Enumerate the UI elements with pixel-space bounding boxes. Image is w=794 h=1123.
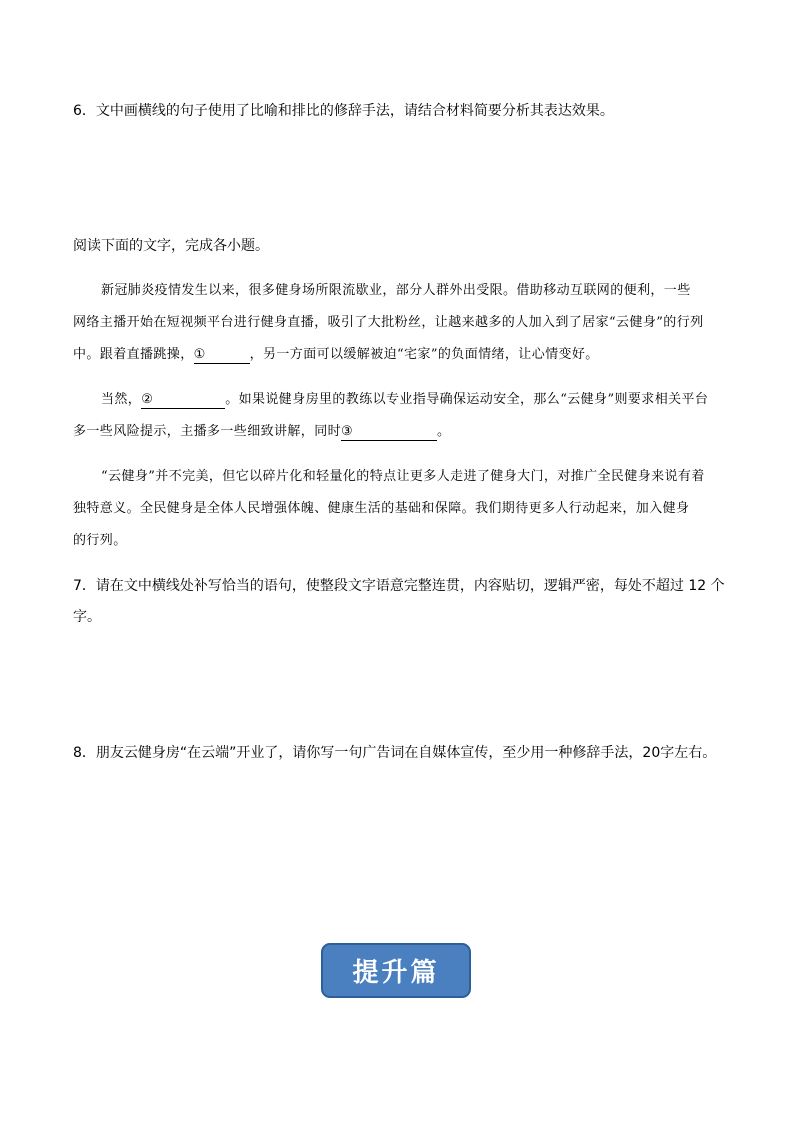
- passage-p3-line2: 独特意义。全民健身是全体人民增强体魄、健康生活的基础和保障。我们期待更多人行动起来，加入健身: [73, 501, 690, 516]
- question-7-line2: 字。: [73, 609, 101, 625]
- passage-p1-line1: 新冠肺炎疫情发生以来，很多健身场所限流歇业，部分人群外出受限。借助移动互联网的便利，一些: [101, 283, 691, 298]
- question-6: 6．文中画横线的句子使用了比喻和排比的修辞手法，请结合材料简要分析其表达效果。: [73, 103, 614, 119]
- passage-p2-line1: [101, 390, 708, 410]
- passage-p1-line2: 网络主播开始在短视频平台进行健身直播，吸引了大批粉丝，让越来越多的人加入到了居家“云健身”的行列: [73, 315, 704, 330]
- section-badge-label: 提升篇: [352, 958, 440, 988]
- passage-text: ，另一方面可以缓解被迫“宅家”的负面情绪，让心情变好。: [249, 347, 599, 362]
- passage-p2-line2: [73, 422, 450, 442]
- blank-3: ③: [341, 424, 437, 441]
- passage-text: 中。跟着直播跳操，: [73, 347, 194, 362]
- passage-text: 。如果说健身房里的教练以专业指导确保运动安全，那么“云健身”则要求相关平台: [225, 392, 709, 407]
- passage-text: 多一些风险提示，主播多一些细致讲解，同时: [73, 424, 342, 439]
- passage-p3-line3: 的行列。: [73, 533, 127, 548]
- reading-intro: 阅读下面的文字，完成各小题。: [73, 238, 269, 254]
- passage-text: 当然，: [101, 392, 142, 407]
- blank-1: ①: [194, 347, 250, 364]
- passage-p1-line3: [73, 345, 599, 365]
- question-8: 8．朋友云健身房“在云端”开业了，请你写一句广告词在自媒体宣传，至少用一种修辞手法，20字左右。: [73, 745, 717, 761]
- passage-p3-line1: “云健身”并不完美，但它以碎片化和轻量化的特点让更多人走进了健身大门，对推广全民健身来说有着: [101, 469, 705, 484]
- blank-2: ②: [141, 392, 225, 409]
- section-badge: [321, 943, 471, 998]
- passage-text: 。: [437, 424, 451, 439]
- question-7-line1: 7．请在文中横线处补写恰当的语句，使整段文字语意完整连贯，内容贴切，逻辑严密，每处不超过 12 个: [73, 578, 725, 594]
